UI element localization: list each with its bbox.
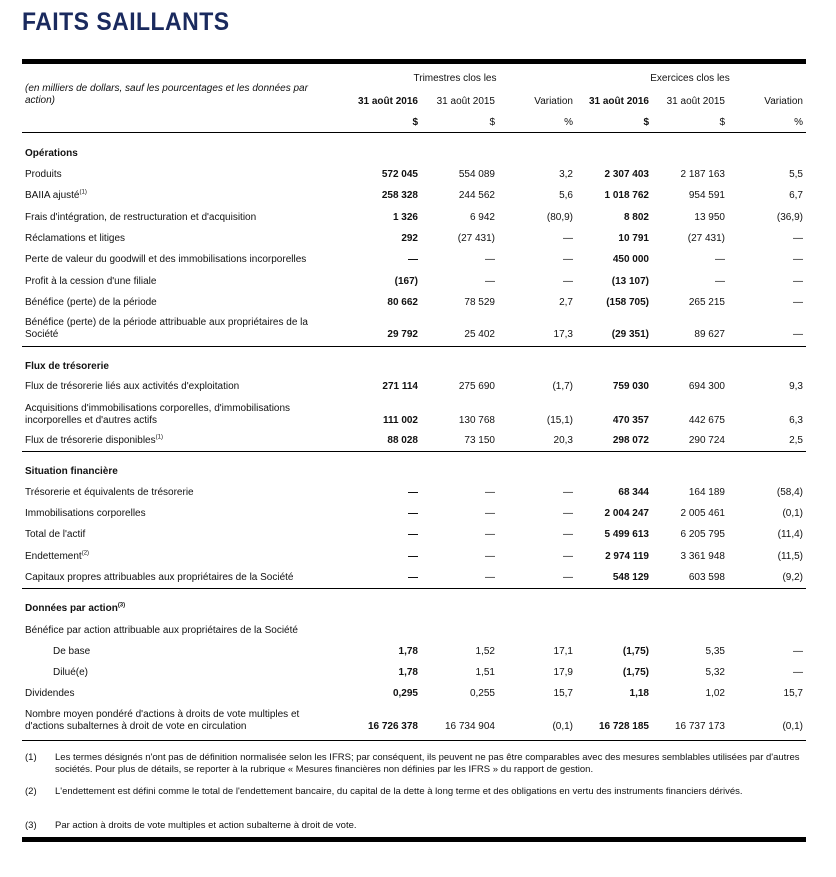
cell: 17,3 xyxy=(553,329,573,340)
table-bottom-rule xyxy=(22,740,806,741)
cell: — xyxy=(408,487,418,498)
cell: 5 499 613 xyxy=(604,529,649,540)
cell: 470 357 xyxy=(612,415,649,426)
unit-q2016: $ xyxy=(412,117,418,128)
cell: 954 591 xyxy=(688,190,725,201)
table-row xyxy=(0,297,836,309)
row-label: Trésorerie et équivalents de trésorerie xyxy=(25,487,194,498)
cell: 1,51 xyxy=(475,667,495,678)
cell: 1,78 xyxy=(398,667,418,678)
row-label: Capitaux propres attribuables aux propriétaires de la Société xyxy=(25,572,294,583)
cell: 298 072 xyxy=(612,435,649,446)
cell: 258 328 xyxy=(381,190,418,201)
cell: 1,02 xyxy=(705,688,725,699)
cell: (80,9) xyxy=(546,212,573,223)
table-row xyxy=(0,625,836,637)
cell: — xyxy=(793,254,803,265)
footnote-number: (2) xyxy=(25,786,37,797)
cell: (27 431) xyxy=(687,233,725,244)
table-row xyxy=(0,381,836,393)
table-row xyxy=(0,317,836,341)
table-row xyxy=(0,529,836,541)
footnote-ref: (2) xyxy=(81,550,90,557)
cell: 8 802 xyxy=(623,212,649,223)
cell: 265 215 xyxy=(688,297,725,308)
cell: — xyxy=(715,254,725,265)
cell: (36,9) xyxy=(776,212,803,223)
row-label: Bénéfice (perte) de la période xyxy=(25,297,157,308)
cell: 6 942 xyxy=(469,212,495,223)
row-label: Bénéfice (perte) de la période attribuable aux propriétaires de la Société xyxy=(25,317,308,340)
row-label: Bénéfice par action attribuable aux propriétaires de la Société xyxy=(25,625,298,636)
unit-y2016: $ xyxy=(643,117,649,128)
cell: 290 724 xyxy=(688,435,725,446)
cell: 25 402 xyxy=(464,329,495,340)
cell: — xyxy=(563,254,573,265)
cell: 450 000 xyxy=(612,254,649,265)
header-rule xyxy=(22,132,806,133)
cell: (1,75) xyxy=(622,667,649,678)
cell: 73 150 xyxy=(464,435,495,446)
cell: 130 768 xyxy=(458,415,495,426)
cell: — xyxy=(485,572,495,583)
cell: 2,5 xyxy=(789,435,803,446)
table-row xyxy=(0,276,836,288)
cell: 1,78 xyxy=(398,646,418,657)
cell: 80 662 xyxy=(387,297,418,308)
cell: 271 114 xyxy=(382,381,418,392)
section-per-share: Données par action$^{(3)}$ xyxy=(25,602,126,614)
cell: 6,7 xyxy=(789,190,803,201)
cell: 5,35 xyxy=(705,646,725,657)
cell: 20,3 xyxy=(553,435,573,446)
table-row xyxy=(0,403,836,427)
footnote-number: (1) xyxy=(25,752,37,763)
cell: — xyxy=(793,646,803,657)
cell: (0,1) xyxy=(552,721,573,732)
cell: 16 734 904 xyxy=(444,721,495,732)
cell: 0,255 xyxy=(469,688,495,699)
row-label: Flux de trésorerie disponibles$^{(1)}$ xyxy=(25,434,163,446)
row-label: Nombre moyen pondéré d'actions à droits de vote multiples et d'actions subalternes à droit de vote en circulation xyxy=(25,709,300,732)
cell: 29 792 xyxy=(387,329,418,340)
cell: — xyxy=(793,297,803,308)
cell: — xyxy=(793,329,803,340)
cell: — xyxy=(485,529,495,540)
cell: — xyxy=(563,572,573,583)
cell: 10 791 xyxy=(618,233,649,244)
table-row xyxy=(0,709,836,733)
table-row xyxy=(0,667,836,679)
footnote-text: Les termes désignés n'ont pas de définition normalisée selon les IFRS; par conséquent, ils peuvent ne pas être comparables avec des mesures semblables utilisées par d'autres sociétés. Pour plus de détails, se reporter à la rubrique « Mesures financières non définies par les IFRS » du rapport de gestion. xyxy=(55,752,800,775)
group-header-year: Exercices clos les xyxy=(650,73,730,84)
table-row xyxy=(0,254,836,266)
cell: 1 018 762 xyxy=(604,190,649,201)
cell: (27 431) xyxy=(457,233,495,244)
cell: 572 045 xyxy=(381,169,418,180)
cell: — xyxy=(485,508,495,519)
cell: — xyxy=(563,551,573,562)
cell: 548 129 xyxy=(612,572,649,583)
cell: — xyxy=(793,276,803,287)
cell: 1,52 xyxy=(475,646,495,657)
cell: 554 089 xyxy=(458,169,495,180)
table-row xyxy=(0,508,836,520)
row-label: Immobilisations corporelles xyxy=(25,508,146,519)
cell: — xyxy=(485,276,495,287)
cell: 15,7 xyxy=(783,688,803,699)
cell: (13 107) xyxy=(611,276,649,287)
cell: 1,18 xyxy=(629,688,649,699)
units-note: (en milliers de dollars, sauf les pourcentages et les données par action) xyxy=(25,83,308,106)
cell: 17,9 xyxy=(553,667,573,678)
cell: (29 351) xyxy=(611,329,649,340)
row-label: Dilué(e) xyxy=(53,667,89,678)
cell: — xyxy=(485,487,495,498)
cell: (9,2) xyxy=(782,572,803,583)
row-label: Acquisitions d'immobilisations corporelles, d'immobilisations incorporelles et d'autres actifs xyxy=(25,403,291,426)
row-label: Flux de trésorerie liés aux activités d'exploitation xyxy=(25,381,240,392)
cell: 2,7 xyxy=(559,297,573,308)
col-header-y2015: 31 août 2015 xyxy=(666,96,725,107)
cell: 16 728 185 xyxy=(598,721,649,732)
row-label: Réclamations et litiges xyxy=(25,233,126,244)
cell: (167) xyxy=(394,276,418,287)
cell: 89 627 xyxy=(694,329,725,340)
table-row xyxy=(0,551,836,563)
cell: 2 187 163 xyxy=(680,169,725,180)
table-row xyxy=(0,487,836,499)
row-label: Total de l'actif xyxy=(25,529,86,540)
row-label: De base xyxy=(53,646,91,657)
cell: — xyxy=(793,667,803,678)
section-rule xyxy=(22,346,806,347)
cell: (1,75) xyxy=(622,646,649,657)
cell: (11,4) xyxy=(777,529,803,540)
cell: 442 675 xyxy=(688,415,725,426)
cell: 3 361 948 xyxy=(680,551,725,562)
cell: 13 950 xyxy=(694,212,725,223)
cell: 5,6 xyxy=(559,190,573,201)
section-operations: Opérations xyxy=(25,148,78,159)
top-rule xyxy=(22,59,806,64)
row-label: BAIIA ajusté$^{(1)}$ xyxy=(25,189,87,201)
section-financial: Situation financière xyxy=(25,466,118,477)
cell: 15,7 xyxy=(553,688,573,699)
cell: (0,1) xyxy=(782,721,803,732)
cell: — xyxy=(408,254,418,265)
cell: 17,1 xyxy=(553,646,573,657)
cell: — xyxy=(563,487,573,498)
cell: 694 300 xyxy=(688,381,725,392)
cell: — xyxy=(715,276,725,287)
footnote-text: Par action à droits de vote multiples et action subalterne à droit de vote. xyxy=(55,820,357,831)
table-row xyxy=(0,233,836,245)
row-label: Frais d'intégration, de restructuration et d'acquisition xyxy=(25,212,257,223)
col-header-q2016: 31 août 2016 xyxy=(357,96,418,107)
row-label: Produits xyxy=(25,169,62,180)
unit-yvar: % xyxy=(794,117,803,128)
table-row xyxy=(0,688,836,700)
cell: 16 737 173 xyxy=(674,721,725,732)
footnote-ref: (1) xyxy=(79,189,87,196)
cell: 0,295 xyxy=(392,688,418,699)
cell: — xyxy=(408,572,418,583)
cell: 2 005 461 xyxy=(680,508,725,519)
cell: — xyxy=(563,276,573,287)
table-row xyxy=(0,435,836,447)
section-rule xyxy=(22,588,806,589)
cell: 5,5 xyxy=(789,169,803,180)
col-header-q2015: 31 août 2015 xyxy=(436,96,495,107)
cell: 5,32 xyxy=(705,667,725,678)
cell: — xyxy=(563,529,573,540)
cell: — xyxy=(793,233,803,244)
table-row xyxy=(0,212,836,224)
cell: — xyxy=(485,254,495,265)
cell: 2 004 247 xyxy=(604,508,649,519)
section-cash: Flux de trésorerie xyxy=(25,361,109,372)
footnote-number: (3) xyxy=(25,820,37,831)
cell: (0,1) xyxy=(782,508,803,519)
cell: 78 529 xyxy=(464,297,495,308)
cell: — xyxy=(408,551,418,562)
cell: — xyxy=(563,508,573,519)
unit-q2015: $ xyxy=(489,117,495,128)
cell: 111 002 xyxy=(382,415,418,426)
cell: 3,2 xyxy=(559,169,573,180)
group-header-quarter: Trimestres clos les xyxy=(413,73,497,84)
cell: (11,5) xyxy=(777,551,803,562)
row-label: Endettement$^{(2)}$ xyxy=(25,550,90,562)
unit-y2015: $ xyxy=(719,117,725,128)
unit-qvar: % xyxy=(564,117,573,128)
cell: 6 205 795 xyxy=(680,529,725,540)
cell: 6,3 xyxy=(789,415,803,426)
cell: (58,4) xyxy=(776,487,803,498)
col-header-yvar: Variation xyxy=(764,96,803,107)
cell: 2 974 119 xyxy=(605,551,649,562)
row-label: Profit à la cession d'une filiale xyxy=(25,276,157,287)
row-label: Perte de valeur du goodwill et des immobilisations incorporelles xyxy=(25,254,307,265)
table-row xyxy=(0,572,836,584)
row-label: Dividendes xyxy=(25,688,75,699)
cell: 603 598 xyxy=(688,572,725,583)
cell: (1,7) xyxy=(552,381,573,392)
cell: — xyxy=(408,508,418,519)
cell: 2 307 403 xyxy=(604,169,649,180)
table-row xyxy=(0,169,836,181)
cell: (158 705) xyxy=(606,297,649,308)
page-title: FAITS SAILLANTS xyxy=(22,8,230,36)
cell: 68 344 xyxy=(618,487,649,498)
footnote-ref: (3) xyxy=(117,602,126,609)
footnote-text: L'endettement est défini comme le total de l'endettement bancaire, du capital de la dette à long terme et des obligations en vertu des instruments financiers dérivés. xyxy=(55,786,743,797)
cell: 16 726 378 xyxy=(367,721,418,732)
table-row xyxy=(0,646,836,658)
cell: — xyxy=(485,551,495,562)
cell: 9,3 xyxy=(789,381,803,392)
col-header-qvar: Variation xyxy=(534,96,573,107)
cell: 275 690 xyxy=(458,381,495,392)
footnote-ref: (1) xyxy=(155,434,163,441)
col-header-y2016: 31 août 2016 xyxy=(588,96,649,107)
cell: 244 562 xyxy=(458,190,495,201)
cell: — xyxy=(563,233,573,244)
bottom-rule xyxy=(22,837,806,842)
cell: 292 xyxy=(401,233,418,244)
section-rule xyxy=(22,451,806,452)
cell: — xyxy=(408,529,418,540)
cell: 759 030 xyxy=(612,381,649,392)
cell: 164 189 xyxy=(688,487,725,498)
cell: 1 326 xyxy=(392,212,418,223)
table-row xyxy=(0,190,836,202)
cell: 88 028 xyxy=(387,435,418,446)
cell: (15,1) xyxy=(546,415,573,426)
